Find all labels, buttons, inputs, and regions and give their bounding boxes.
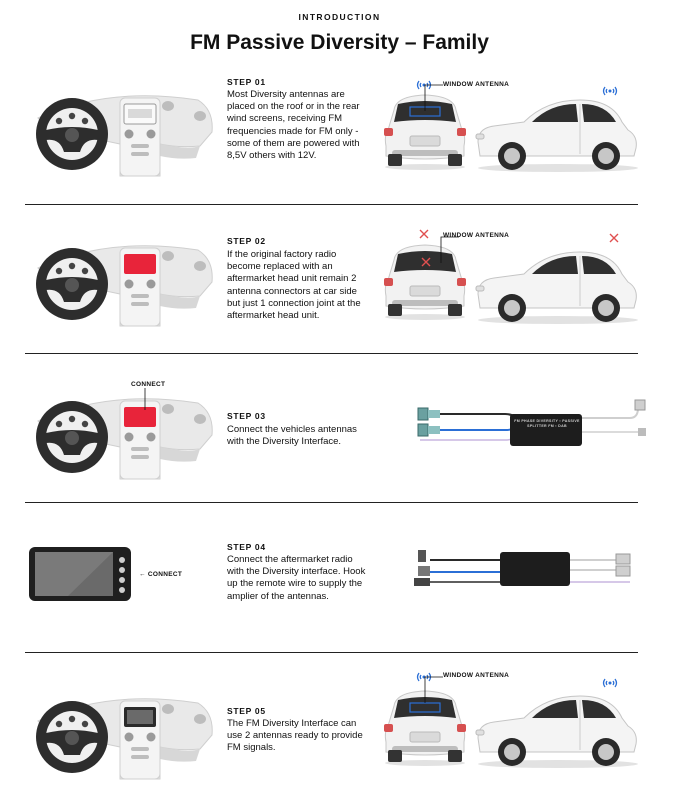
step-02-label: STEP 02 — [227, 236, 266, 246]
dashboard-illustration — [28, 230, 218, 330]
diversity-interface-cable — [410, 546, 650, 602]
step-04-label: STEP 04 — [227, 542, 266, 552]
step-01-text: Most Diversity antennas are placed on the roof or in the rear wind screens, receiving FM frequencies made for FM only - some of them are powered with 8,5V others with 12V. — [227, 89, 360, 162]
window-antenna-label: WINDOW ANTENNA — [443, 232, 510, 239]
connect-label: ← CONNECT — [139, 571, 183, 578]
car-side-illustration — [472, 688, 642, 768]
step-05-text: The FM Diversity Interface can use 2 antennas ready to provide FM signals. — [227, 718, 363, 754]
section-divider — [25, 502, 638, 503]
no-signal-icon — [608, 232, 620, 244]
page-title: FM Passive Diversity – Family — [190, 31, 489, 54]
window-antenna-label: WINDOW ANTENNA — [443, 81, 510, 88]
step-05-label: STEP 05 — [227, 706, 266, 716]
step-04-text: Connect the aftermarket radio with the Diversity interface. Hook up the remote wire to supply the amplier of the antennas. — [227, 554, 366, 602]
dashboard-illustration — [28, 383, 218, 483]
section-divider — [25, 353, 638, 354]
step-03-label: STEP 03 — [227, 411, 266, 421]
step-03-text: Connect the vehicles antennas with the Diversity Interface. — [227, 424, 357, 448]
leader-line — [440, 236, 460, 264]
section-divider — [25, 204, 638, 205]
leader-line — [143, 388, 147, 410]
step-02-text: If the original factory radio become replaced with an aftermarket head unit remain 2 antenna connectors at car side but just 1 connection joint at the aftermarket head unit. — [227, 249, 361, 322]
step-01-label: STEP 01 — [227, 77, 266, 87]
section-divider — [25, 652, 638, 653]
car-side-illustration — [472, 244, 642, 324]
car-side-illustration — [472, 92, 642, 172]
head-unit-illustration — [28, 546, 132, 602]
no-signal-icon — [420, 256, 432, 268]
dashboard-illustration — [28, 683, 218, 783]
dashboard-illustration — [28, 80, 218, 180]
leader-line — [424, 676, 444, 704]
connect-label: CONNECT — [131, 381, 166, 388]
leader-line — [424, 84, 444, 112]
module-print-label: FM PHASE DIVERSITY ▪ PASSIVE SPLITTER FM ▪ DAB — [514, 419, 580, 428]
window-antenna-label: WINDOW ANTENNA — [443, 672, 510, 679]
no-signal-icon — [418, 228, 430, 240]
section-eyebrow: INTRODUCTION — [298, 12, 381, 22]
